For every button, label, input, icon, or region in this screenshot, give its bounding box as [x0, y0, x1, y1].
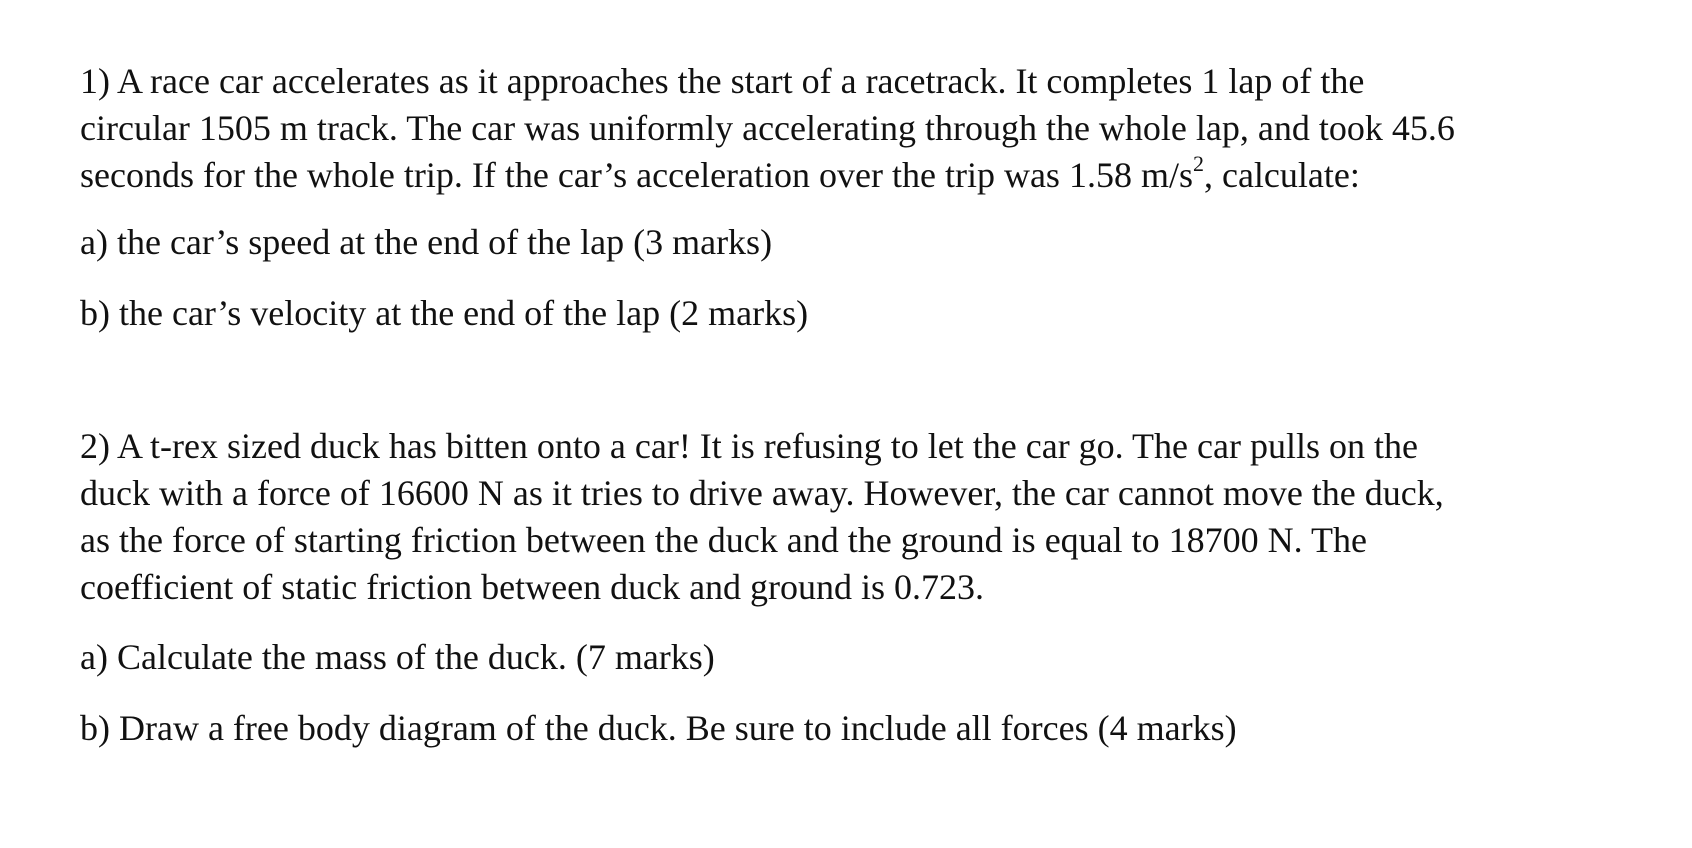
question-2-line-4: coefficient of static friction between duck and ground is 0.723.	[80, 567, 985, 607]
question-1-line-3	[80, 152, 1640, 199]
question-1-line-1: 1) A race car accelerates as it approaches the start of a racetrack. It completes 1 lap of the	[80, 61, 1365, 101]
question-2-part-b: b) Draw a free body diagram of the duck. Be sure to include all forces (4 marks)	[80, 708, 1237, 748]
squared-superscript: 2	[1192, 151, 1204, 176]
document-page	[80, 50, 1640, 752]
question-2-line-3: as the force of starting friction between the duck and the ground is equal to 18700 N. The	[80, 520, 1367, 560]
question-1-part-a: a) the car’s speed at the end of the lap (3 marks)	[80, 222, 773, 262]
question-2-part-a: a) Calculate the mass of the duck. (7 marks)	[80, 637, 715, 677]
question-1-stem	[80, 58, 1640, 199]
question-1-line-3-text: seconds for the whole trip. If the car’s acceleration over the trip was 1.58 m/s	[80, 155, 1193, 195]
question-1-line-3-end: , calculate:	[1203, 155, 1360, 195]
question-2-line-1: 2) A t-rex sized duck has bitten onto a car! It is refusing to let the car go. The car pulls on the	[80, 426, 1418, 466]
question-2-line-2: duck with a force of 16600 N as it tries to drive away. However, the car cannot move the duck,	[80, 473, 1444, 513]
question-1-part-b: b) the car’s velocity at the end of the lap (2 marks)	[80, 293, 809, 333]
question-1-line-2: circular 1505 m track. The car was uniformly accelerating through the whole lap, and took 45.6	[80, 108, 1455, 148]
question-2-stem	[80, 423, 1640, 611]
